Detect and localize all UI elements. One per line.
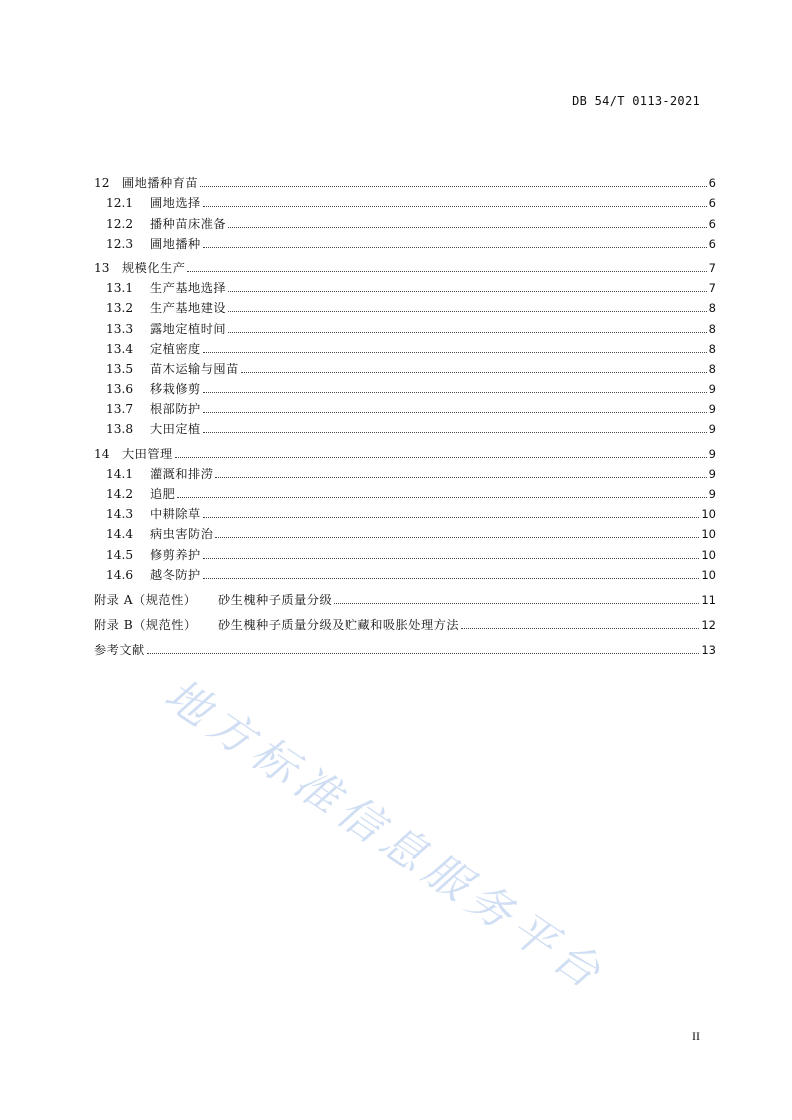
toc-entry-number: 14 [94, 446, 110, 461]
toc-appendix-entry[interactable] [94, 582, 716, 607]
toc-entry[interactable] [94, 501, 716, 521]
toc-entry[interactable] [94, 481, 716, 501]
toc-entry-number: 13.2 [106, 301, 134, 316]
toc-entry-number: 13.3 [106, 321, 134, 336]
toc-entry[interactable] [94, 356, 716, 376]
toc-entry[interactable] [94, 170, 716, 190]
toc-entry-page: 6 [708, 176, 716, 191]
toc-entry-number: 14.1 [106, 466, 134, 481]
toc-entry-title: 病虫害防治 [150, 527, 214, 542]
appendix-label: 附录 A（规范性） [94, 592, 197, 607]
dot-leader [228, 310, 707, 312]
document-code: DB 54/T 0113-2021 [572, 94, 700, 108]
toc-references-entry[interactable] [94, 632, 716, 657]
toc-entry-number: 12.1 [106, 196, 134, 211]
references-title: 参考文献 [94, 642, 145, 657]
toc-entry-title: 播种苗床准备 [150, 216, 227, 231]
toc-entry-page: 10 [701, 547, 716, 562]
toc-entry-title: 追肥 [150, 487, 176, 501]
references-page: 13 [701, 642, 716, 657]
toc-entry-number: 14.3 [106, 507, 134, 522]
dot-leader [203, 246, 707, 248]
dot-leader [203, 205, 707, 207]
toc-entry-page: 8 [708, 341, 716, 356]
toc-entry-title: 生产基地建设 [150, 301, 227, 316]
dot-leader [334, 602, 699, 604]
dot-leader [228, 331, 707, 333]
toc-entry-page: 9 [708, 466, 716, 481]
dot-leader [203, 516, 700, 518]
toc-entry-page: 9 [708, 487, 716, 501]
toc-entry-title: 大田定植 [150, 422, 201, 437]
dot-leader [228, 290, 707, 292]
toc-entry-page: 9 [708, 422, 716, 437]
toc-entry-title: 大田管理 [122, 446, 173, 461]
toc-entry-number: 12 [94, 176, 110, 191]
toc-entry-number: 14.2 [106, 487, 134, 501]
toc-entry-page: 6 [708, 236, 716, 251]
appendix-title: 砂生槐种子质量分级 [218, 592, 333, 607]
toc-entry[interactable] [94, 336, 716, 356]
dot-leader [203, 411, 707, 413]
toc-entry-title: 修剪养护 [150, 547, 201, 562]
toc-entry-number: 12.3 [106, 236, 134, 251]
toc-entry-number: 13 [94, 260, 110, 275]
toc-entry[interactable] [94, 376, 716, 396]
page-number: II [692, 1029, 700, 1043]
dot-leader [177, 496, 706, 498]
toc-entry[interactable] [94, 416, 716, 436]
toc-entry-page: 9 [708, 382, 716, 397]
toc-entry-title: 圃地选择 [150, 196, 201, 211]
toc-entry-page: 9 [708, 446, 716, 461]
toc-entry-page: 10 [701, 507, 716, 522]
toc-entry-title: 规模化生产 [122, 260, 186, 275]
toc-entry-number: 13.5 [106, 361, 134, 376]
toc-entry-page: 8 [708, 361, 716, 376]
toc-entry-page: 7 [708, 260, 716, 275]
toc-entry-title: 越冬防护 [150, 567, 201, 582]
toc-entry-page: 7 [708, 281, 716, 296]
dot-leader [203, 391, 707, 393]
toc-entry-number: 13.4 [106, 341, 134, 356]
toc-entry-page: 10 [701, 527, 716, 542]
appendix-page: 11 [701, 592, 716, 607]
dot-leader [203, 577, 700, 579]
toc-entry[interactable] [94, 231, 716, 251]
dot-leader [241, 371, 707, 373]
dot-leader [147, 652, 700, 654]
toc-entry[interactable] [94, 521, 716, 541]
table-of-contents [94, 170, 716, 657]
toc-entry-page: 6 [708, 216, 716, 231]
toc-entry-title: 露地定植时间 [150, 321, 227, 336]
toc-entry-number: 13.8 [106, 422, 134, 437]
dot-leader [228, 226, 707, 228]
toc-entry[interactable] [94, 315, 716, 335]
toc-entry-number: 14.6 [106, 567, 134, 582]
dot-leader [461, 627, 699, 629]
appendix-page: 12 [701, 617, 716, 632]
toc-entry[interactable] [94, 190, 716, 210]
toc-entry-title: 苗木运输与囤苗 [150, 361, 239, 376]
dot-leader [203, 351, 707, 353]
toc-entry-number: 12.2 [106, 216, 134, 231]
toc-entry[interactable] [94, 210, 716, 230]
dot-leader [215, 536, 699, 538]
dot-leader [203, 431, 707, 433]
toc-entry-number: 13.1 [106, 281, 134, 296]
toc-entry-page: 10 [701, 567, 716, 582]
toc-entry-page: 9 [708, 402, 716, 417]
toc-entry-title: 移栽修剪 [150, 382, 201, 397]
toc-entry[interactable] [94, 440, 716, 460]
toc-entry-title: 根部防护 [150, 402, 201, 417]
toc-entry[interactable] [94, 396, 716, 416]
toc-entry[interactable] [94, 275, 716, 295]
watermark: 地方标准信息服务平台 [155, 669, 615, 1003]
toc-entry-number: 14.5 [106, 547, 134, 562]
dot-leader [203, 557, 700, 559]
toc-entry-number: 13.6 [106, 382, 134, 397]
toc-entry-page: 6 [708, 196, 716, 211]
toc-entry[interactable] [94, 295, 716, 315]
toc-entry-title: 圃地播种育苗 [122, 176, 199, 191]
dot-leader [175, 456, 707, 458]
toc-entry[interactable] [94, 255, 716, 275]
toc-entry-title: 定植密度 [150, 341, 201, 356]
dot-leader [187, 270, 706, 272]
toc-entry-title: 生产基地选择 [150, 281, 227, 296]
dot-leader [200, 185, 707, 187]
toc-entry[interactable] [94, 562, 716, 582]
appendix-label: 附录 B（规范性） [94, 617, 197, 632]
toc-entry-number: 13.7 [106, 402, 134, 417]
toc-entry-page: 8 [708, 321, 716, 336]
toc-entry-title: 灌溉和排涝 [150, 466, 214, 481]
toc-appendix-entry[interactable] [94, 607, 716, 632]
toc-entry[interactable] [94, 461, 716, 481]
toc-entry-number: 14.4 [106, 527, 134, 542]
appendix-title: 砂生槐种子质量分级及贮藏和吸胀处理方法 [218, 617, 460, 632]
toc-entry-title: 圃地播种 [150, 236, 201, 251]
toc-entry-page: 8 [708, 301, 716, 316]
toc-entry[interactable] [94, 541, 716, 561]
toc-entry-title: 中耕除草 [150, 507, 201, 522]
dot-leader [215, 476, 706, 478]
